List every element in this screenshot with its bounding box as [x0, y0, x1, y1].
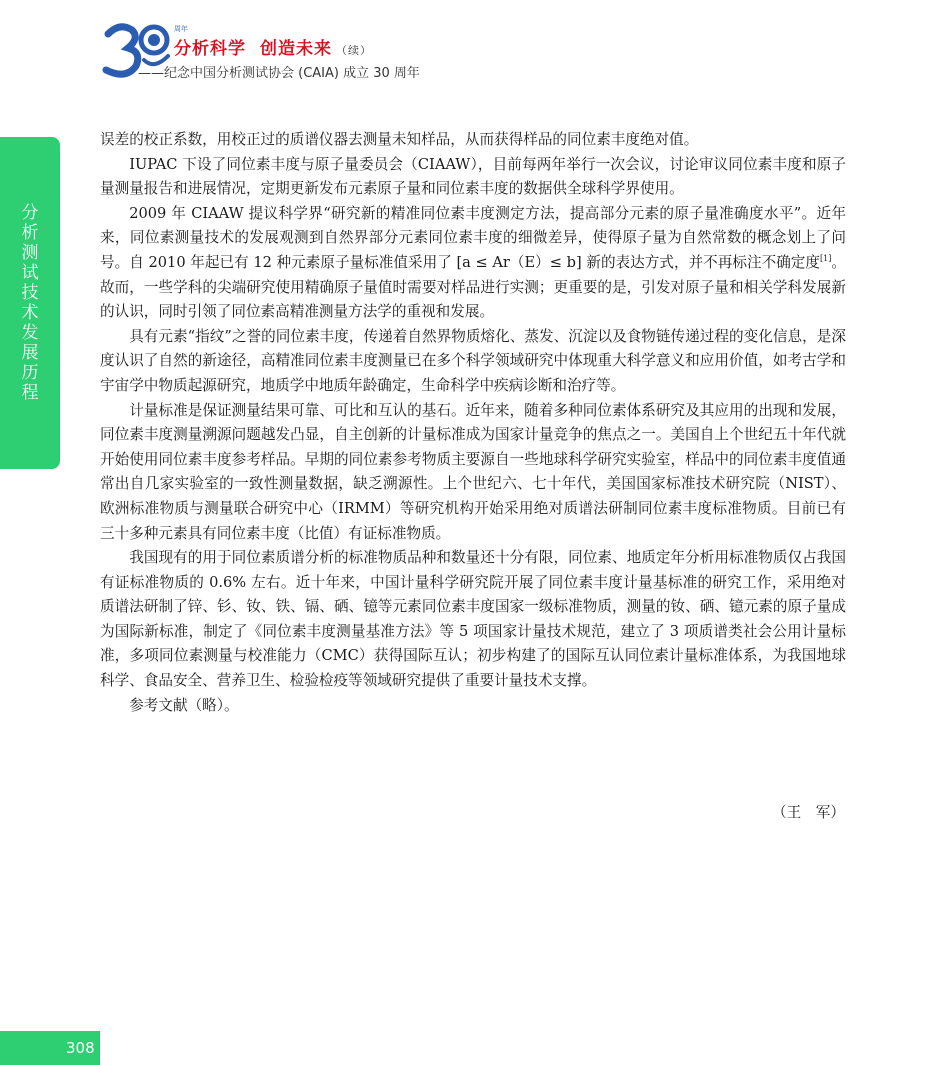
header-subtitle: ——纪念中国分析测试协会 (CAIA) 成立 30 周年 [138, 66, 420, 81]
anniversary-tag: 周年 [174, 25, 188, 33]
slogan-part2: 创造未来 [260, 39, 332, 59]
citation-ref-1: [1] [820, 253, 832, 263]
page-number: 308 [66, 1039, 95, 1057]
author-signature: （王 军） [772, 804, 845, 821]
page-number-block [0, 1031, 100, 1065]
page-header [102, 20, 522, 84]
paragraph-3-tail: 。故而，一些学科的尖端研究使用精确原子量值时需要对样品进行实测；更重要的是，引发对原子量和相关学科发展新的认识，同时引领了同位素高精准测量方法学的重视和发展。 [100, 253, 846, 321]
paragraph-4: 具有元素“指纹”之誉的同位素丰度，传递着自然界物质熔化、蒸发、沉淀以及食物链传递过程的变化信息，是深度认识了自然的新途径，高精准同位素丰度测量已在多个科学领域研究中体现重大科学意义和应用价值，如考古学和宇宙学中物质起源研究，地质学中地质年龄确定，生命科学中疾病诊断和治疗等。 [100, 327, 846, 394]
header-slogan [174, 34, 372, 59]
paragraph-1: 误差的校正系数，用校正过的质谱仪器去测量未知样品，从而获得样品的同位素丰度绝对值。 [100, 131, 699, 148]
paragraph-3-main: 2009 年 CIAAW 提议科学界“研究新的精准同位素丰度测定方法，提高部分元素的原子量准确度水平”。近年来，同位素测量技术的发展观测到自然界部分元素同位素丰度的细微差异，使得原子量为自然常数的概念划上了问号。自 2010 年起已有 12 种元素原子量标准值采用了 [a ≤ Ar（E）≤ b] 新的表达方式，并不再标注不确定度 [100, 204, 846, 271]
slogan-part1: 分析科学 [174, 39, 246, 59]
side-chapter-label: 分析测试技术发展历程 [21, 203, 39, 403]
article-body [100, 128, 846, 718]
slogan-continued: （续） [336, 44, 372, 57]
references-note: 参考文献（略）。 [129, 696, 239, 714]
paragraph-5: 计量标准是保证测量结果可靠、可比和互认的基石。近年来，随着多种同位素体系研究及其应用的出现和发展，同位素丰度测量溯源问题越发凸显，自主创新的计量标准成为国家计量竞争的焦点之一。美国自上个世纪五十年代就开始使用同位素丰度参考样品。早期的同位素参考物质主要源自一些地球科学研究实验室，样品中的同位素丰度值通常出自几家实验室的一致性测量数据，缺乏溯源性。上个世纪六、七十年代，美国国家标准技术研究院（NIST）、欧洲标准物质与测量联合研究中心（IRMM）等研究机构开始采用绝对质谱法研制同位素丰度标准物质。目前已有三十多种元素具有同位素丰度（比值）有证标准物质。 [100, 401, 846, 542]
paragraph-2: IUPAC 下设了同位素丰度与原子量委员会（CIAAW），目前每两年举行一次会议，讨论审议同位素丰度和原子量测量报告和进展情况，定期更新发布元素原子量和同位素丰度的数据供全球科学界使用。 [100, 155, 846, 198]
paragraph-3 [100, 202, 846, 325]
paragraph-6: 我国现有的用于同位素质谱分析的标准物质品种和数量还十分有限，同位素、地质定年分析用标准物质仅占我国有证标准物质的 0.6% 左右。近十年来，中国计量科学研究院开展了同位素丰度计量基标准的研究工作，采用绝对质谱法研制了锌、钐、钕、铁、镉、硒、镱等元素同位素丰度国家一级标准物质，测量的钕、硒、镱元素的原子量成为国际新标准，制定了《同位素丰度测量基准方法》等 5 项国家计量技术规范，建立了 3 项质谱类社会公用计量标准，多项同位素测量与校准能力（CMC）获得国际互认；初步构建了的国际互认同位素计量标准体系，为我国地球科学、食品安全、营养卫生、检验检疫等领域研究提供了重要计量技术支撑。 [100, 549, 846, 690]
